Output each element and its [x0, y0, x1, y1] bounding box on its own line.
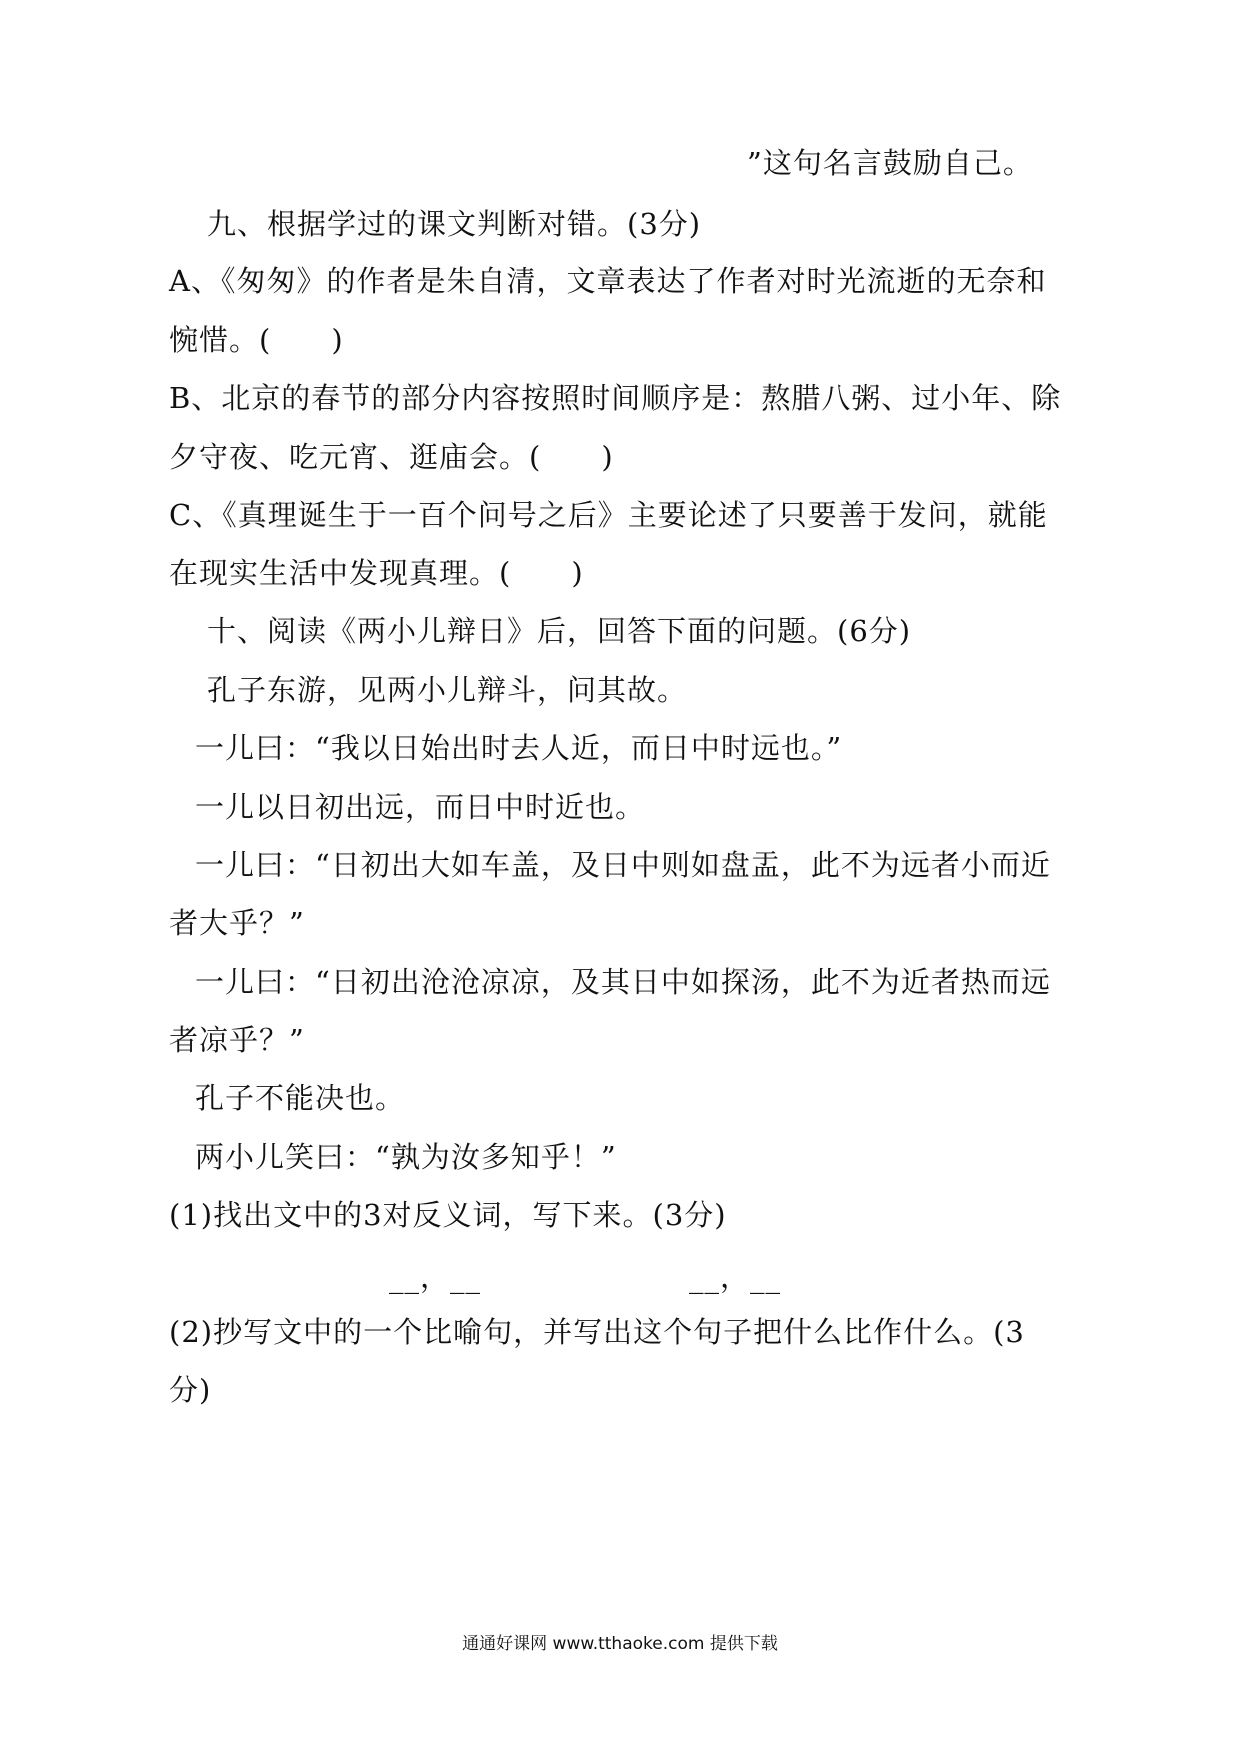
question-9-statement-a-line1: A、《匆匆》的作者是朱自清，文章表达了作者对时光流逝的无奈和 [169, 264, 1047, 298]
quote-ending: ”这句名言鼓励自己。 [747, 146, 1033, 180]
passage-line-6: 孔子不能决也。 [195, 1081, 406, 1115]
question-9-statement-b-line1: B、北京的春节的部分内容按照时间顺序是：熬腊八粥、过小年、除 [169, 381, 1062, 415]
answer-blank-1: __，__ [389, 1260, 482, 1294]
sub-question-1: (1)找出文中的3对反义词，写下来。(3分) [169, 1198, 727, 1232]
footer-watermark: 通通好课网 www.tthaoke.com 提供下载 [462, 1634, 778, 1654]
question-10-title: 十、阅读《两小儿辩日》后，回答下面的问题。(6分) [207, 614, 912, 648]
passage-line-5b: 者凉乎？” [169, 1023, 305, 1057]
question-9-statement-a-line2: 惋惜。( ) [169, 323, 344, 357]
question-9-statement-b-line2: 夕守夜、吃元宵、逛庙会。( ) [169, 440, 614, 474]
passage-line-4a: 一儿曰：“日初出大如车盖，及日中则如盘盂，此不为远者小而近 [195, 848, 1051, 882]
question-9-statement-c-line2: 在现实生活中发现真理。( ) [169, 556, 584, 590]
passage-line-1: 孔子东游，见两小儿辩斗，问其故。 [207, 673, 688, 707]
question-9-statement-c-line1: C、《真理诞生于一百个问号之后》主要论述了只要善于发问，就能 [169, 498, 1048, 532]
passage-line-5a: 一儿曰：“日初出沧沧凉凉，及其日中如探汤，此不为近者热而远 [195, 965, 1051, 999]
sub-question-2-line2: 分) [169, 1373, 212, 1407]
passage-line-4b: 者大乎？” [169, 906, 305, 940]
question-9-title: 九、根据学过的课文判断对错。(3分) [207, 207, 702, 241]
answer-blank-2: __，__ [689, 1260, 782, 1294]
passage-line-7: 两小儿笑曰：“孰为汝多知乎！” [195, 1140, 617, 1174]
sub-question-2-line1: (2)抄写文中的一个比喻句，并写出这个句子把什么比作什么。(3 [169, 1315, 1025, 1349]
passage-line-2: 一儿曰：“我以日始出时去人近，而日中时远也。” [195, 731, 843, 765]
passage-line-3: 一儿以日初出远，而日中时近也。 [195, 790, 646, 824]
